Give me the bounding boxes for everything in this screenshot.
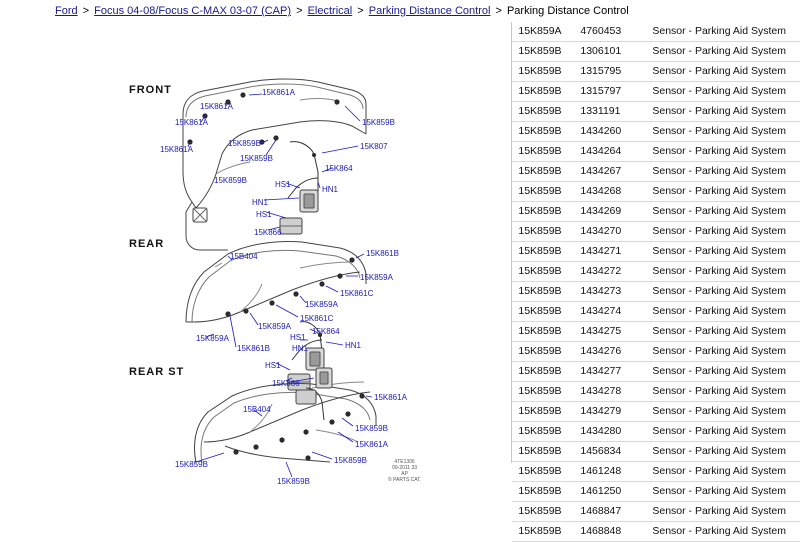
breadcrumb-separator: > xyxy=(79,5,93,17)
diagram-callout[interactable]: HN1 xyxy=(292,344,309,353)
table-row[interactable] xyxy=(512,22,800,42)
cell-description: Sensor - Parking Aid System xyxy=(646,142,800,162)
cell-description: Sensor - Parking Aid System xyxy=(646,442,800,462)
table-row[interactable] xyxy=(512,242,800,262)
cell-part_number: 1434264 xyxy=(574,142,646,162)
cell-part_code: 15K859B xyxy=(512,382,574,402)
table-row[interactable] xyxy=(512,282,800,302)
cell-part_code: 15K859B xyxy=(512,122,574,142)
diagram-callout[interactable]: HS1 xyxy=(290,333,306,342)
stamp-line-4: © PARTS CAT. xyxy=(388,477,422,483)
breadcrumb-item-4[interactable]: Parking Distance Control xyxy=(368,5,491,17)
diagram-callout[interactable]: 15K861C xyxy=(340,289,374,298)
cell-description: Sensor - Parking Aid System xyxy=(646,42,800,62)
cell-part_code: 15K859B xyxy=(512,322,574,342)
diagram-callout[interactable]: 15K859B xyxy=(228,139,261,148)
diagram-callout[interactable]: 15K861B xyxy=(366,249,399,258)
cell-description: Sensor - Parking Aid System xyxy=(646,482,800,502)
diagram-callout[interactable]: 15K859A xyxy=(305,300,338,309)
cell-description: Sensor - Parking Aid System xyxy=(646,342,800,362)
diagram-callout[interactable]: 15B404 xyxy=(243,405,271,414)
diagram-callout[interactable]: 15K859B xyxy=(175,460,208,469)
diagram-pane[interactable] xyxy=(0,22,511,486)
diagram-callout[interactable]: 15K864 xyxy=(312,327,340,336)
diagram-callout[interactable]: 15K859B xyxy=(362,118,395,127)
cell-part_number: 1434278 xyxy=(574,382,646,402)
table-row[interactable] xyxy=(512,382,800,402)
cell-description: Sensor - Parking Aid System xyxy=(646,82,800,102)
table-row[interactable] xyxy=(512,362,800,382)
cell-part_number: 1461248 xyxy=(574,462,646,482)
table-row[interactable] xyxy=(512,42,800,62)
table-row[interactable] xyxy=(512,322,800,342)
table-row[interactable] xyxy=(512,302,800,322)
cell-part_code: 15K859B xyxy=(512,502,574,522)
cell-description: Sensor - Parking Aid System xyxy=(646,282,800,302)
cell-part_code: 15K859B xyxy=(512,422,574,442)
cell-description: Sensor - Parking Aid System xyxy=(646,522,800,542)
diagram-callout[interactable]: 15K864 xyxy=(325,164,353,173)
page-content xyxy=(0,22,800,537)
cell-description: Sensor - Parking Aid System xyxy=(646,102,800,122)
cell-part_number: 1306101 xyxy=(574,42,646,62)
cell-part_number: 1434268 xyxy=(574,182,646,202)
cell-description: Sensor - Parking Aid System xyxy=(646,22,800,42)
diagram-callout[interactable]: HN1 xyxy=(322,185,339,194)
diagram-callout[interactable]: 15K859B xyxy=(214,176,247,185)
cell-description: Sensor - Parking Aid System xyxy=(646,222,800,242)
diagram-callout[interactable]: 15K861A xyxy=(175,118,208,127)
diagram-callout[interactable]: 15K861A xyxy=(262,88,295,97)
diagram-callout[interactable]: HN1 xyxy=(345,341,362,350)
cell-description: Sensor - Parking Aid System xyxy=(646,182,800,202)
diagram-callout[interactable]: 15K866 xyxy=(272,379,300,388)
parts-diagram-svg xyxy=(0,22,512,463)
cell-part_number: 1434275 xyxy=(574,322,646,342)
breadcrumb-item-1[interactable]: Ford xyxy=(55,5,78,17)
cell-part_number: 1456834 xyxy=(574,442,646,462)
cell-description: Sensor - Parking Aid System xyxy=(646,62,800,82)
cell-part_code: 15K859B xyxy=(512,282,574,302)
stamp-line-3: AP xyxy=(401,471,408,477)
cell-part_code: 15K859B xyxy=(512,62,574,82)
diagram-callout[interactable]: 15K807 xyxy=(360,142,388,151)
cell-description: Sensor - Parking Aid System xyxy=(646,302,800,322)
table-row[interactable] xyxy=(512,462,800,482)
diagram-callout[interactable]: 15K861A xyxy=(200,102,233,111)
table-row[interactable] xyxy=(512,342,800,362)
table-row[interactable] xyxy=(512,262,800,282)
cell-part_code: 15K859B xyxy=(512,302,574,322)
parts-table xyxy=(512,22,800,542)
cell-part_code: 15K859B xyxy=(512,222,574,242)
diagram-callout[interactable]: HN1 xyxy=(252,198,269,207)
cell-description: Sensor - Parking Aid System xyxy=(646,382,800,402)
cell-description: Sensor - Parking Aid System xyxy=(646,122,800,142)
cell-part_code: 15K859B xyxy=(512,482,574,502)
cell-part_number: 1331191 xyxy=(574,102,646,122)
cell-part_code: 15K859B xyxy=(512,102,574,122)
diagram-callout[interactable]: 15K859B xyxy=(334,456,367,465)
table-row[interactable] xyxy=(512,62,800,82)
cell-description: Sensor - Parking Aid System xyxy=(646,462,800,482)
table-row[interactable] xyxy=(512,102,800,122)
cell-part_number: 1434272 xyxy=(574,262,646,282)
cell-part_number: 1434267 xyxy=(574,162,646,182)
cell-part_number: 1434280 xyxy=(574,422,646,442)
diagram-callout[interactable]: 15K861A xyxy=(160,145,193,154)
diagram-callout[interactable]: 15K861B xyxy=(237,344,270,353)
cell-part_code: 15K859B xyxy=(512,342,574,362)
cell-part_code: 15K859B xyxy=(512,522,574,542)
table-row[interactable] xyxy=(512,222,800,242)
rear-view-label: REAR xyxy=(129,238,165,250)
front-view-label: FRONT xyxy=(129,84,172,96)
cell-description: Sensor - Parking Aid System xyxy=(646,322,800,342)
cell-part_code: 15K859B xyxy=(512,162,574,182)
parts-table-pane[interactable] xyxy=(511,22,800,537)
cell-part_number: 1468847 xyxy=(574,502,646,522)
table-row[interactable] xyxy=(512,162,800,182)
breadcrumb-separator: > xyxy=(293,5,306,17)
cell-part_code: 15K859B xyxy=(512,42,574,62)
cell-part_code: 15K859B xyxy=(512,242,574,262)
cell-description: Sensor - Parking Aid System xyxy=(646,362,800,382)
cell-part_number: 1434279 xyxy=(574,402,646,422)
cell-part_code: 15K859A xyxy=(512,22,574,42)
cell-part_code: 15K859B xyxy=(512,182,574,202)
diagram-callout[interactable]: 15K859A xyxy=(360,273,393,282)
cell-part_code: 15K859B xyxy=(512,362,574,382)
breadcrumb-separator: > xyxy=(354,5,367,17)
cell-part_code: 15K859B xyxy=(512,202,574,222)
cell-part_number: 1434276 xyxy=(574,342,646,362)
diagram-callout[interactable]: HS1 xyxy=(275,180,291,189)
table-row[interactable] xyxy=(512,482,800,502)
stamp-line-2: 09-2011 33 xyxy=(392,465,418,471)
table-row[interactable] xyxy=(512,142,800,162)
cell-description: Sensor - Parking Aid System xyxy=(646,422,800,442)
diagram-callout[interactable]: 15K859B xyxy=(277,477,310,486)
cell-description: Sensor - Parking Aid System xyxy=(646,502,800,522)
diagram-callout[interactable]: HS1 xyxy=(265,361,281,370)
table-row[interactable] xyxy=(512,422,800,442)
diagram-callout[interactable]: 15K861A xyxy=(355,440,388,449)
cell-part_number: 1315797 xyxy=(574,82,646,102)
cell-part_number: 1434260 xyxy=(574,122,646,142)
cell-part_code: 15K859B xyxy=(512,402,574,422)
cell-part_code: 15K859B xyxy=(512,142,574,162)
breadcrumb-item-3[interactable]: Electrical xyxy=(307,5,353,17)
cell-part_number: 1315795 xyxy=(574,62,646,82)
diagram-callout[interactable]: 15K866 xyxy=(254,228,282,237)
table-row[interactable] xyxy=(512,522,800,542)
table-row[interactable] xyxy=(512,122,800,142)
diagram-callout[interactable]: 15K859A xyxy=(258,322,291,331)
cell-part_code: 15K859B xyxy=(512,442,574,462)
table-row[interactable] xyxy=(512,82,800,102)
table-row[interactable] xyxy=(512,442,800,462)
cell-part_number: 1434269 xyxy=(574,202,646,222)
cell-part_code: 15K859B xyxy=(512,82,574,102)
cell-part_number: 1468848 xyxy=(574,522,646,542)
cell-part_number: 1434273 xyxy=(574,282,646,302)
cell-part_number: 1434271 xyxy=(574,242,646,262)
diagram-callout[interactable]: 15K859A xyxy=(196,334,229,343)
diagram-callout[interactable]: 15K861A xyxy=(374,393,407,402)
diagram-callout[interactable]: 15K861C xyxy=(300,314,334,323)
diagram-stamp xyxy=(388,459,421,483)
table-row[interactable] xyxy=(512,202,800,222)
diagram-callout[interactable]: HS1 xyxy=(256,210,272,219)
breadcrumb-item-5: Parking Distance Control xyxy=(506,5,629,17)
cell-description: Sensor - Parking Aid System xyxy=(646,402,800,422)
breadcrumb-item-2[interactable]: Focus 04-08/Focus C-MAX 03-07 (CAP) xyxy=(94,5,292,17)
table-row[interactable] xyxy=(512,402,800,422)
cell-description: Sensor - Parking Aid System xyxy=(646,162,800,182)
breadcrumb-separator: > xyxy=(492,5,505,17)
cell-part_number: 1461250 xyxy=(574,482,646,502)
cell-part_number: 1434270 xyxy=(574,222,646,242)
cell-part_code: 15K859B xyxy=(512,262,574,282)
cell-part_code: 15K859B xyxy=(512,462,574,482)
diagram-callout[interactable]: 15K859B xyxy=(355,424,388,433)
table-row[interactable] xyxy=(512,502,800,522)
cell-description: Sensor - Parking Aid System xyxy=(646,202,800,222)
cell-part_number: 1434274 xyxy=(574,302,646,322)
cell-description: Sensor - Parking Aid System xyxy=(646,242,800,262)
cell-part_number: 4760453 xyxy=(574,22,646,42)
diagram-callout[interactable]: 15K859B xyxy=(240,154,273,163)
breadcrumb xyxy=(0,0,800,22)
stamp-line-1: 4TE1306 xyxy=(394,459,415,465)
table-row[interactable] xyxy=(512,182,800,202)
rear-st-view-label: REAR ST xyxy=(129,366,185,378)
diagram-callout[interactable]: 15B404 xyxy=(230,252,258,261)
cell-part_number: 1434277 xyxy=(574,362,646,382)
cell-description: Sensor - Parking Aid System xyxy=(646,262,800,282)
